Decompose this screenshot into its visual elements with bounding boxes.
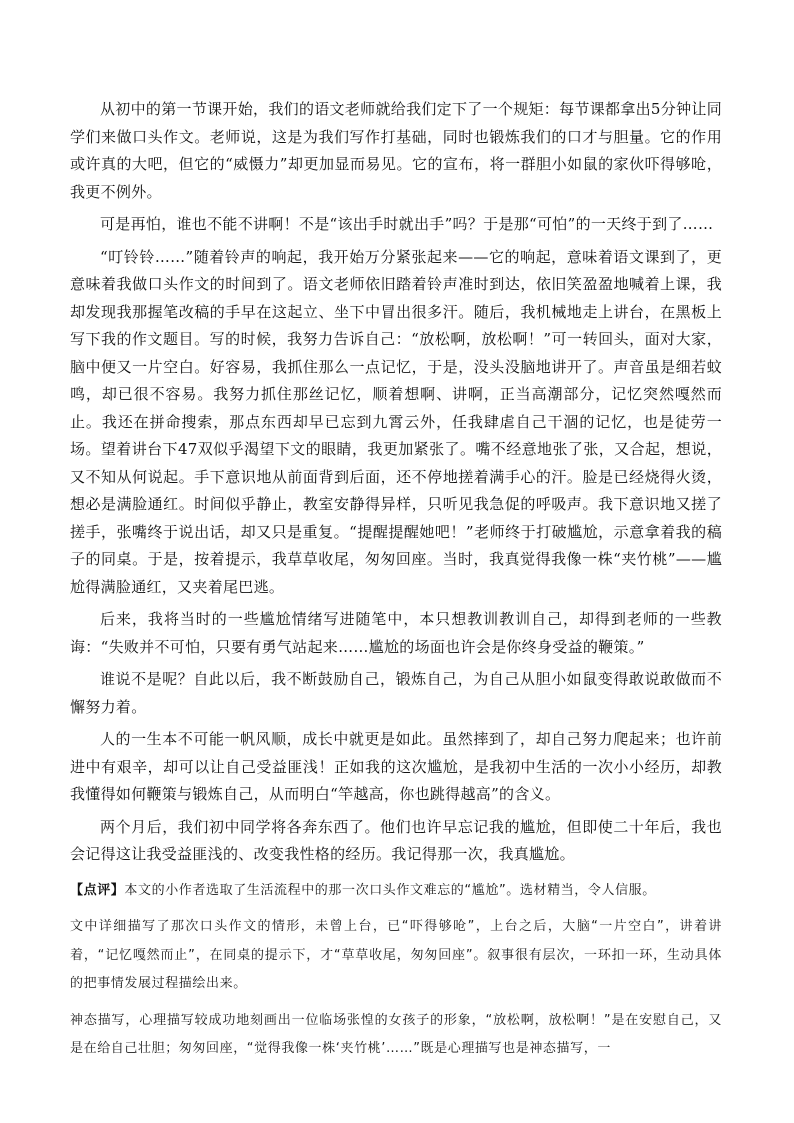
comment-section (70, 877, 722, 1064)
essay-body (70, 96, 722, 1064)
essay-paragraph-5: 谁说不是呢？自此以后，我不断鼓励自己，锻炼自己，为自己从胆小如鼠变得敢说敢做而不懈努力着。 (70, 670, 722, 716)
essay-paragraph-7: 两个月后，我们初中同学将各奔东西了。他们也许早忘记我的尴尬，但即使二十年后，我也会记得这让我受益匪浅的、改变我性格的经历。我记得那一次，我真尴尬。 (70, 817, 722, 863)
comment-text-1: 本文的小作者选取了生活流程中的那一次口头作文难忘的“尴尬”。选材精当，令人信服。 (124, 882, 656, 898)
essay-paragraph-1: 从初中的第一节课开始，我们的语文老师就给我们定下了一个规矩：每节课都拿出5分钟让同学们来做口头作文。老师说，这是为我们写作打基础，同时也锻炼我们的口才与胆量。它的作用或许真的大吧，但它的“威慑力”却更加显而易见。它的宣布，将一群胆小如鼠的家伙吓得够呛，我更不例外。 (70, 100, 722, 201)
essay-paragraph-3: “叮铃铃……”随着铃声的响起，我开始万分紧张起来——它的响起，意味着语文课到了，更意味着我做口头作文的时间到了。语文老师依旧踏着铃声准时到达，依旧笑盈盈地喊着上课，我却发现我那握笔改稿的手早在这起立、坐下中冒出很多汗。随后，我机械地走上讲台，在黑板上写下我的作文题目。写的时候，我努力告诉自己：“放松啊，放松啊！”可一转回头，面对大家，脑中便又一片空白。好容易，我抓住那么一点记忆，于是，没头没脑地讲开了。声音虽是细若蚊鸣，却已很不容易。我努力抓住那丝记忆，顺着想啊、讲啊，正当高潮部分，记忆突然嘎然而止。我还在拼命搜索，那点东西却早已忘到九霄云外，任我肆虐自己干涸的记忆，也是徒劳一场。望着讲台下47双似乎渴望下文的眼睛，我更加紧张了。嘴不经意地张了张，又合起，想说，又不知从何说起。手下意识地从前面背到后面，还不停地搓着满手心的汗。脸是已经烧得火烫，想必是满脸通红。时间似乎静止，教室安静得异样，只听见我急促的呼吸声。我下意识地又搓了搓手，张嘴终于说出话，却又只是重复。“提醒提醒她吧！”老师终于打破尴尬，示意拿着我的稿子的同桌。于是，按着提示，我草草收尾，匆匆回座。当时，我真觉得我像一株“夹竹桃”——尴尬得满脸通红，又夹着尾巴逃。 (70, 247, 722, 596)
comment-line-3: 神态描写，心理描写较成功地刻画出一位临场张惶的女孩子的形象，“放松啊，放松啊！”是在安慰自己，又是在给自己壮胆；匆匆回座，“觉得我像一株‘夹竹桃’……”既是心理描写也是神态描写，一 (70, 1012, 722, 1056)
essay-paragraph-6: 人的一生本不可能一帆风顺，成长中就更是如此。虽然摔到了，却自己努力爬起来；也许前进中有艰辛，却可以让自己受益匪浅！正如我的这次尴尬，是我初中生活的一次小小经历，却教我懂得如何鞭策与锻炼自己，从而明白“竿越高，你也跳得越高”的含义。 (70, 730, 722, 803)
comment-tag: 【点评】 (70, 882, 125, 898)
comment-line-1 (70, 877, 722, 906)
comment-line-2: 文中详细描写了那次口头作文的情形，未曾上台，已“吓得够呛”，上台之后，大脑“一片空白”，讲着讲着，“记忆嘎然而止”，在同桌的提示下，才“草草收尾，匆匆回座”。叙事很有层次，一环扣一环，生动具体的把事情发展过程描绘出来。 (70, 919, 722, 991)
essay-paragraph-4: 后来，我将当时的一些尴尬情绪写进随笔中，本只想教训教训自己，却得到老师的一些教诲：“失败并不可怕，只要有勇气站起来……尴尬的场面也许会是你终身受益的鞭策。” (70, 610, 722, 656)
essay-paragraph-2: 可是再怕，谁也不能不讲啊！不是“该出手时就出手”吗？于是那“可怕”的一天终于到了…… (100, 215, 714, 233)
